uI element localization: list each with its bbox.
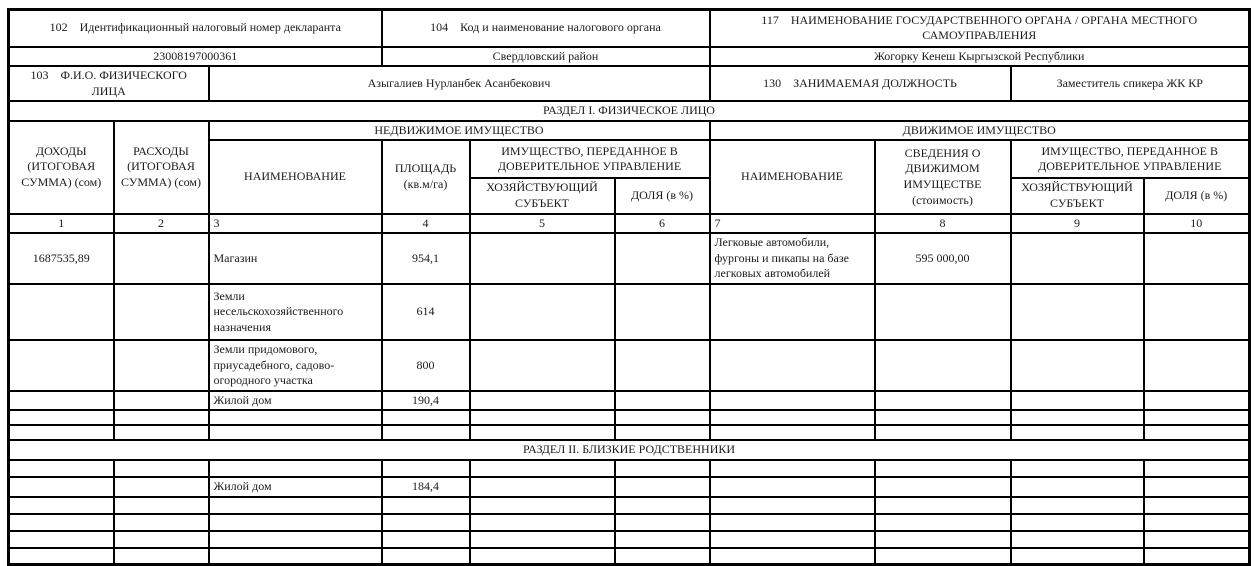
table-cell xyxy=(1011,497,1144,514)
table-cell: Жилой дом xyxy=(209,477,382,497)
table-cell xyxy=(382,531,470,548)
field-inn-code: 102 xyxy=(49,20,68,35)
col-header-name-mv: НАИМЕНОВАНИЕ xyxy=(710,140,875,213)
table-cell xyxy=(9,410,114,425)
table-cell xyxy=(875,410,1011,425)
table-cell xyxy=(1144,514,1250,531)
table-cell xyxy=(710,284,875,340)
table-cell xyxy=(114,410,209,425)
section2-row xyxy=(9,548,1250,564)
table-cell: Земли придомового, приусадебного, садово-огородного участка xyxy=(209,340,382,391)
col-number: 5 xyxy=(470,214,615,234)
table-cell xyxy=(1011,425,1144,440)
table-cell xyxy=(9,460,114,477)
table-cell xyxy=(209,425,382,440)
declaration-table xyxy=(7,8,1251,566)
table-cell xyxy=(470,514,615,531)
table-cell: 614 xyxy=(382,284,470,340)
col-header-entity-mv: ХОЗЯЙСТВУЮЩИЙ СУБЪЕКТ xyxy=(1011,178,1144,213)
table-cell xyxy=(615,497,710,514)
table-cell xyxy=(209,548,382,564)
section1-row xyxy=(9,233,1250,284)
col-number: 1 xyxy=(9,214,114,234)
table-cell xyxy=(875,497,1011,514)
table-cell xyxy=(470,425,615,440)
table-cell xyxy=(615,340,710,391)
field-position-label-text: ЗАНИМАЕМАЯ ДОЛЖНОСТЬ xyxy=(793,75,957,90)
table-cell xyxy=(615,233,710,284)
table-cell xyxy=(615,514,710,531)
table-cell xyxy=(470,284,615,340)
table-cell xyxy=(209,514,382,531)
table-cell xyxy=(710,514,875,531)
field-gov-body-code: 117 xyxy=(761,12,779,27)
col-number: 2 xyxy=(114,214,209,234)
field-full-name-label xyxy=(9,66,209,101)
field-tax-office-label-text: Код и наименование налогового органа xyxy=(460,20,661,35)
field-gov-body-label xyxy=(710,10,1250,47)
table-cell xyxy=(1011,514,1144,531)
table-cell xyxy=(1144,410,1250,425)
section2-row xyxy=(9,514,1250,531)
field-gov-body-value: Жогорку Кенеш Кыргызской Республики xyxy=(710,47,1250,67)
col-number: 8 xyxy=(875,214,1011,234)
table-cell xyxy=(470,391,615,411)
table-cell: 184,4 xyxy=(382,477,470,497)
field-inn-label xyxy=(9,10,382,47)
table-cell xyxy=(615,477,710,497)
table-cell xyxy=(114,284,209,340)
table-cell xyxy=(470,531,615,548)
table-cell xyxy=(615,391,710,411)
col-header-incomes: ДОХОДЫ (ИТОГОВАЯ СУММА) (сом) xyxy=(9,121,114,214)
col-number: 4 xyxy=(382,214,470,234)
col-header-movable-info: СВЕДЕНИЯ О ДВИЖИМОМ ИМУЩЕСТВЕ (стоимость) xyxy=(875,140,1011,213)
table-cell: 1687535,89 xyxy=(9,233,114,284)
table-cell xyxy=(1144,425,1250,440)
section2-title: РАЗДЕЛ II. БЛИЗКИЕ РОДСТВЕННИКИ xyxy=(9,440,1250,460)
section2-row xyxy=(9,497,1250,514)
table-cell xyxy=(875,460,1011,477)
field-full-name-value: Азыгалиев Нурланбек Асанбекович xyxy=(209,66,710,101)
table-cell xyxy=(1011,460,1144,477)
table-cell xyxy=(875,284,1011,340)
table-cell xyxy=(9,284,114,340)
table-cell: Земли несельскохозяйственного назначения xyxy=(209,284,382,340)
table-cell xyxy=(1011,531,1144,548)
table-cell xyxy=(114,340,209,391)
table-cell xyxy=(470,340,615,391)
table-cell xyxy=(382,460,470,477)
col-header-name-re: НАИМЕНОВАНИЕ xyxy=(209,140,382,213)
table-cell: Жилой дом xyxy=(209,391,382,411)
table-cell xyxy=(1144,531,1250,548)
field-tax-office-value: Свердловский район xyxy=(382,47,710,67)
table-cell xyxy=(615,425,710,440)
table-cell xyxy=(1011,391,1144,411)
table-cell xyxy=(875,391,1011,411)
table-cell xyxy=(209,497,382,514)
table-cell xyxy=(1144,460,1250,477)
field-full-name-code: 103 xyxy=(30,68,49,83)
col-number: 9 xyxy=(1011,214,1144,234)
group-header-movable: ДВИЖИМОЕ ИМУЩЕСТВО xyxy=(710,121,1250,141)
table-cell: Магазин xyxy=(209,233,382,284)
table-cell xyxy=(875,531,1011,548)
table-cell xyxy=(710,477,875,497)
table-cell xyxy=(1144,497,1250,514)
table-cell xyxy=(615,410,710,425)
table-cell xyxy=(382,514,470,531)
field-position-label xyxy=(710,66,1011,101)
table-cell xyxy=(470,497,615,514)
table-cell: 595 000,00 xyxy=(875,233,1011,284)
table-cell xyxy=(470,460,615,477)
table-cell xyxy=(875,425,1011,440)
table-cell xyxy=(615,531,710,548)
table-cell xyxy=(9,340,114,391)
table-cell xyxy=(1011,284,1144,340)
field-inn-value: 23008197000361 xyxy=(9,47,382,67)
table-cell xyxy=(114,477,209,497)
table-cell xyxy=(470,233,615,284)
section1-row xyxy=(9,340,1250,391)
col-header-share-mv: ДОЛЯ (в %) xyxy=(1144,178,1250,213)
section2-row xyxy=(9,477,1250,497)
col-header-trust-re: ИМУЩЕСТВО, ПЕРЕДАННОЕ В ДОВЕРИТЕЛЬНОЕ УПРАВЛЕНИЕ xyxy=(470,140,710,178)
table-cell: 954,1 xyxy=(382,233,470,284)
table-cell xyxy=(9,548,114,564)
field-position-code: 130 xyxy=(763,75,782,90)
table-cell xyxy=(875,477,1011,497)
table-cell xyxy=(209,531,382,548)
table-cell xyxy=(382,425,470,440)
table-cell xyxy=(114,425,209,440)
col-header-expenses: РАСХОДЫ (ИТОГОВАЯ СУММА) (сом) xyxy=(114,121,209,214)
col-number: 10 xyxy=(1144,214,1250,234)
table-cell xyxy=(470,410,615,425)
table-cell xyxy=(710,410,875,425)
table-cell xyxy=(615,460,710,477)
table-cell xyxy=(1011,233,1144,284)
table-cell xyxy=(1144,284,1250,340)
field-inn-label-text: Идентификационный налоговый номер декларанта xyxy=(79,20,341,35)
table-cell xyxy=(209,460,382,477)
col-number: 7 xyxy=(710,214,875,234)
col-number: 3 xyxy=(209,214,382,234)
table-cell xyxy=(875,548,1011,564)
section1-row xyxy=(9,284,1250,340)
section2-row xyxy=(9,460,1250,477)
table-cell xyxy=(114,497,209,514)
table-cell xyxy=(1144,391,1250,411)
table-cell xyxy=(382,410,470,425)
section1-row xyxy=(9,425,1250,440)
table-cell: 190,4 xyxy=(382,391,470,411)
table-cell xyxy=(9,391,114,411)
section2-row xyxy=(9,531,1250,548)
table-cell xyxy=(382,497,470,514)
section1-title: РАЗДЕЛ I. ФИЗИЧЕСКОЕ ЛИЦО xyxy=(9,101,1250,121)
table-cell xyxy=(710,460,875,477)
table-cell xyxy=(875,340,1011,391)
field-gov-body-label-text: НАИМЕНОВАНИЕ ГОСУДАРСТВЕННОГО ОРГАНА / ОРГАНА МЕСТНОГО САМОУПРАВЛЕНИЯ xyxy=(790,12,1198,43)
table-cell xyxy=(114,233,209,284)
declaration-document xyxy=(7,8,1251,566)
table-cell xyxy=(9,514,114,531)
table-cell xyxy=(9,497,114,514)
table-cell xyxy=(710,425,875,440)
section1-row xyxy=(9,391,1250,411)
table-cell xyxy=(710,391,875,411)
col-header-area: ПЛОЩАДЬ (кв.м/га) xyxy=(382,140,470,213)
table-cell xyxy=(1011,548,1144,564)
table-cell xyxy=(114,531,209,548)
table-cell xyxy=(114,391,209,411)
col-header-trust-mv: ИМУЩЕСТВО, ПЕРЕДАННОЕ В ДОВЕРИТЕЛЬНОЕ УПРАВЛЕНИЕ xyxy=(1011,140,1250,178)
table-cell xyxy=(615,284,710,340)
table-cell xyxy=(209,410,382,425)
table-cell xyxy=(382,548,470,564)
table-cell xyxy=(1011,410,1144,425)
col-number: 6 xyxy=(615,214,710,234)
table-cell xyxy=(615,548,710,564)
field-tax-office-code: 104 xyxy=(430,20,449,35)
table-cell: 800 xyxy=(382,340,470,391)
table-cell xyxy=(875,514,1011,531)
field-tax-office-label xyxy=(382,10,710,47)
table-cell xyxy=(1144,548,1250,564)
group-header-real-estate: НЕДВИЖИМОЕ ИМУЩЕСТВО xyxy=(209,121,710,141)
table-cell xyxy=(1144,233,1250,284)
table-cell xyxy=(710,497,875,514)
table-cell xyxy=(1144,477,1250,497)
table-cell xyxy=(114,514,209,531)
table-cell xyxy=(9,425,114,440)
col-header-entity-re: ХОЗЯЙСТВУЮЩИЙ СУБЪЕКТ xyxy=(470,178,615,213)
field-full-name-label-text: Ф.И.О. ФИЗИЧЕСКОГО ЛИЦА xyxy=(60,68,187,98)
table-cell xyxy=(114,548,209,564)
column-numbers-row xyxy=(9,214,1250,234)
table-cell xyxy=(470,477,615,497)
table-cell xyxy=(114,460,209,477)
table-cell xyxy=(1011,340,1144,391)
col-header-share-re: ДОЛЯ (в %) xyxy=(615,178,710,213)
table-cell xyxy=(710,340,875,391)
table-cell xyxy=(470,548,615,564)
field-position-value: Заместитель спикера ЖК КР xyxy=(1011,66,1250,101)
table-cell xyxy=(9,531,114,548)
table-cell xyxy=(9,477,114,497)
table-cell xyxy=(1011,477,1144,497)
table-cell xyxy=(1144,340,1250,391)
table-cell: Легковые автомобили, фургоны и пикапы на базе легковых автомобилей xyxy=(710,233,875,284)
table-cell xyxy=(710,548,875,564)
section1-row xyxy=(9,410,1250,425)
table-cell xyxy=(710,531,875,548)
